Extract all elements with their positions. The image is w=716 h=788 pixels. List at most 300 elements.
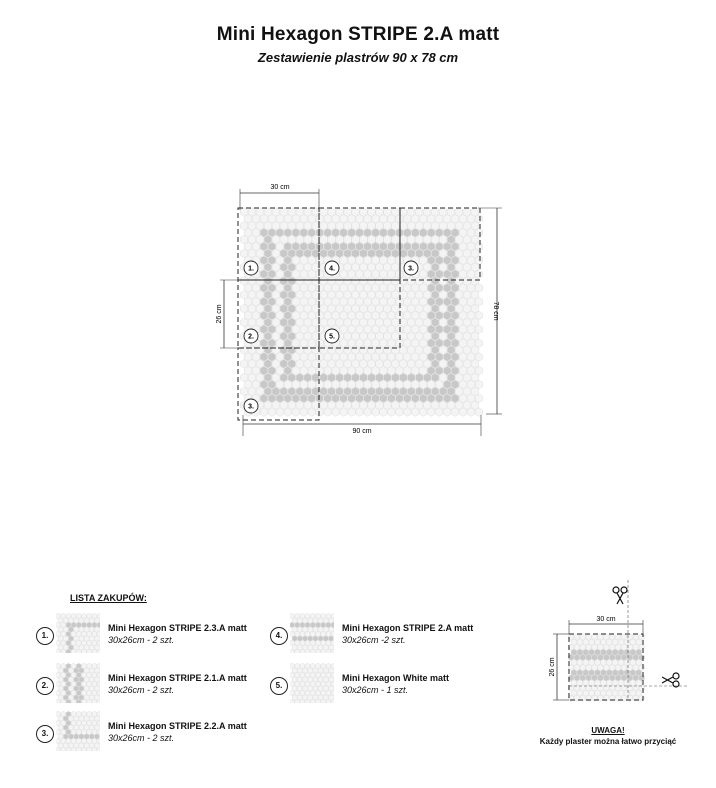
hexagon-tile — [329, 686, 334, 692]
hexagon-tile — [318, 627, 323, 633]
hexagon-tile — [310, 640, 315, 646]
hexagon-tile — [604, 654, 610, 660]
hexagon-tile — [240, 249, 247, 258]
hexagon-tile — [284, 380, 291, 389]
hexagon-tile — [420, 228, 427, 237]
hexagon-tile — [264, 360, 271, 369]
hexagon-tile — [630, 659, 636, 665]
hexagon-tile — [87, 640, 92, 646]
hexagon-tile — [310, 622, 315, 628]
item-size: 30x26cm - 2 szt. — [108, 635, 175, 645]
hexagon-tile — [95, 636, 100, 642]
cut-width-label: 30 cm — [596, 616, 616, 623]
hexagon-tile — [372, 394, 379, 403]
hexagon-tile — [328, 387, 335, 396]
hexagon-tile — [264, 318, 271, 327]
hexagon-tile — [636, 680, 642, 686]
hexagon-tile — [356, 215, 363, 224]
hexagon-tile — [312, 291, 319, 300]
hexagon-tile — [471, 291, 478, 300]
hexagon-tile — [451, 325, 458, 334]
hexagon-tile — [76, 729, 81, 735]
hexagon-tile — [408, 222, 415, 231]
hexagon-tile — [396, 215, 403, 224]
hexagon-tile — [360, 291, 367, 300]
hexagon-tile — [272, 208, 279, 217]
hexagon-tile — [300, 311, 307, 320]
hexagon-tile — [326, 613, 331, 619]
hexagon-tile — [240, 304, 247, 313]
hexagon-tile — [388, 325, 395, 334]
hexagon-tile — [300, 640, 305, 646]
hexagon-tile — [372, 284, 379, 293]
hexagon-tile — [436, 228, 443, 237]
hexagon-tile — [304, 360, 311, 369]
list-item — [36, 663, 266, 703]
hexagon-tile — [312, 263, 319, 272]
hexagon-tile — [248, 222, 255, 231]
hexagon-tile — [280, 249, 287, 258]
hexagon-tile — [305, 622, 310, 628]
hexagon-tile — [400, 360, 408, 369]
hexagon-tile — [372, 297, 379, 306]
hexagon-tile — [310, 681, 315, 687]
hexagon-tile — [577, 690, 583, 696]
hexagon-tile — [79, 618, 84, 624]
item-size: 30x26cm - 2 szt. — [108, 685, 175, 695]
hexagon-tile — [71, 720, 76, 726]
hexagon-tile — [436, 380, 443, 389]
hexagon-tile — [268, 311, 275, 320]
hexagon-tile — [316, 631, 321, 637]
hexagon-tile — [392, 235, 399, 244]
hexagon-tile — [256, 277, 263, 286]
hexagon-tile — [455, 401, 462, 410]
hexagon-tile — [444, 408, 451, 417]
hexagon-tile — [264, 208, 271, 217]
hexagon-tile — [396, 270, 403, 279]
hexagon-tile — [624, 670, 630, 676]
hexagon-tile — [380, 380, 387, 389]
hexagon-tile — [432, 360, 439, 369]
hexagon-tile — [583, 670, 589, 676]
hexagon-tile — [276, 311, 284, 320]
hexagon-tile — [288, 235, 295, 244]
hexagon-tile — [475, 270, 482, 279]
hexagon-tile — [320, 318, 327, 327]
hexagon-tile — [340, 270, 347, 279]
hexagon-tile — [316, 311, 323, 320]
hexagon-tile — [308, 618, 313, 624]
hexagon-tile — [447, 235, 455, 244]
hexagon-tile — [577, 670, 583, 676]
hexagon-tile — [471, 373, 478, 382]
hexagon-tile — [384, 360, 391, 369]
hexagon-tile — [404, 353, 411, 362]
hexagon-tile — [432, 263, 439, 272]
hexagon-tile — [580, 675, 586, 681]
hexagon-tile — [451, 311, 458, 320]
hexagon-tile — [288, 249, 295, 258]
hexagon-tile — [432, 332, 439, 341]
hexagon-tile — [84, 636, 89, 642]
hexagon-tile — [313, 686, 318, 692]
hexagon-tile — [618, 659, 624, 665]
hexagon-tile — [76, 613, 81, 619]
hexagon-tile — [364, 311, 371, 320]
hexagon-tile — [368, 249, 375, 258]
hexagon-tile — [276, 297, 284, 306]
hexagon-tile — [428, 256, 435, 265]
hexagon-tile — [328, 208, 335, 217]
item-number: 3. — [36, 725, 54, 743]
hexagon-tile — [288, 208, 295, 217]
hexagon-tile — [467, 284, 474, 293]
hexagon-tile — [323, 636, 328, 642]
hexagon-tile — [621, 654, 626, 660]
hexagon-tile — [412, 366, 419, 375]
hexagon-tile — [328, 360, 335, 369]
hexagon-tile — [329, 627, 334, 633]
hexagon-tile — [310, 613, 315, 619]
hexagon-tile — [447, 346, 455, 355]
hexagon-tile — [589, 670, 594, 676]
hexagon-tile — [256, 373, 263, 382]
hexagon-tile — [592, 634, 598, 640]
hexagon-tile — [79, 734, 84, 740]
hexagon-tile — [380, 408, 387, 417]
hexagon-tile — [308, 695, 313, 701]
hexagon-tile — [308, 284, 315, 293]
hexagon-tile — [284, 353, 291, 362]
hexagon-tile — [601, 659, 606, 665]
hexagon-tile — [420, 366, 427, 375]
hexagon-tile — [601, 649, 606, 655]
hexagon-tile — [276, 242, 284, 251]
hexagon-tile — [290, 640, 294, 646]
hexagon-tile — [589, 639, 594, 645]
hexagon-tile — [388, 270, 395, 279]
hexagon-tile — [79, 725, 84, 731]
hexagon-tile — [79, 686, 84, 692]
hexagon-tile — [463, 235, 470, 244]
hexagon-tile — [577, 659, 583, 665]
hexagon-tile — [316, 353, 323, 362]
hexagon-tile — [416, 387, 423, 396]
hexagon-tile — [300, 613, 305, 619]
hexagon-tile — [396, 380, 403, 389]
hexagon-tile — [264, 235, 271, 244]
hexagon-tile — [280, 277, 287, 286]
hexagon-tile — [272, 235, 279, 244]
hexagon-tile — [621, 644, 626, 650]
hexagon-tile — [612, 680, 618, 686]
hexagon-tile — [451, 297, 458, 306]
hexagon-tile — [388, 380, 395, 389]
hexagon-tile — [432, 346, 439, 355]
hexagon-tile — [459, 256, 466, 265]
hexagon-tile — [459, 366, 466, 375]
hexagon-tile — [384, 318, 391, 327]
hexagon-tile — [288, 277, 295, 286]
hexagon-tile — [388, 339, 395, 348]
hexagon-tile — [320, 249, 327, 258]
hexagon-tile — [392, 387, 399, 396]
hexagon-tile — [436, 270, 443, 279]
hexagon-tile — [424, 222, 432, 231]
hexagon-tile — [248, 249, 255, 258]
hexagon-tile — [463, 304, 470, 313]
hexagon-tile — [408, 360, 415, 369]
hexagon-tile — [313, 695, 318, 701]
hexagon-tile — [292, 353, 299, 362]
hexagon-tile — [87, 720, 92, 726]
hexagon-tile — [388, 311, 395, 320]
hexagon-tile — [71, 613, 76, 619]
hexagon-tile — [380, 325, 387, 334]
hexagon-tile — [475, 366, 482, 375]
hexagon-tile — [292, 677, 297, 683]
hexagon-tile — [272, 346, 279, 355]
hexagon-tile — [400, 387, 408, 396]
hexagon-tile — [84, 743, 89, 749]
hexagon-tile — [288, 304, 295, 313]
sheet-thumbnail — [56, 613, 100, 653]
hexagon-tile — [467, 408, 474, 417]
hexagon-tile — [364, 242, 371, 251]
hexagon-tile — [240, 208, 247, 217]
hexagon-tile — [63, 636, 68, 642]
hexagon-tile — [604, 675, 610, 681]
hexagon-tile — [240, 373, 247, 382]
hexagon-tile — [87, 672, 92, 678]
hexagon-tile — [74, 668, 79, 674]
hexagon-tile — [76, 663, 81, 669]
hexagon-tile — [471, 249, 478, 258]
hexagon-tile — [416, 304, 423, 313]
hexagon-tile — [92, 681, 97, 687]
hexagon-tile — [356, 339, 363, 348]
hexagon-tile — [348, 297, 355, 306]
hexagon-tile — [92, 711, 97, 717]
hexagon-tile — [607, 680, 613, 686]
hexagon-tile — [336, 387, 343, 396]
hexagon-tile — [463, 360, 470, 369]
hexagon-tile — [284, 325, 291, 334]
hexagon-tile — [447, 401, 455, 410]
hexagon-tile — [356, 284, 363, 293]
hexagon-tile — [89, 686, 94, 692]
hexagon-tile — [356, 408, 363, 417]
hexagon-tile — [61, 720, 66, 726]
hexagon-tile — [300, 681, 305, 687]
hexagon-tile — [69, 618, 74, 624]
hexagon-tile — [63, 725, 68, 731]
hexagon-tile — [571, 680, 577, 686]
hexagon-tile — [252, 297, 260, 306]
hexagon-tile — [583, 690, 589, 696]
hexagon-tile — [76, 681, 81, 687]
hexagon-tile — [308, 627, 313, 633]
hexagon-tile — [272, 401, 279, 410]
hexagon-tile — [463, 222, 470, 231]
hexagon-tile — [348, 256, 355, 265]
hexagon-tile — [618, 670, 624, 676]
hexagon-tile — [444, 380, 451, 389]
hexagon-tile — [89, 636, 94, 642]
hexagon-tile — [595, 649, 600, 655]
hexagon-tile — [451, 215, 458, 224]
hexagon-tile — [400, 235, 408, 244]
hexagon-tile — [321, 690, 326, 696]
hexagon-tile — [592, 654, 598, 660]
hexagon-tile — [416, 222, 423, 231]
hexagon-tile — [329, 668, 334, 674]
hexagon-tile — [467, 297, 474, 306]
hexagon-tile — [420, 297, 427, 306]
hexagon-tile — [621, 664, 626, 670]
hexagon-tile — [79, 645, 84, 651]
hexagon-tile — [475, 339, 482, 348]
hexagon-tile — [87, 681, 92, 687]
hexagon-tile — [428, 366, 435, 375]
hexagon-tile — [244, 311, 251, 320]
hexagon-tile — [276, 228, 284, 237]
hexagon-tile — [360, 249, 367, 258]
hexagon-tile — [610, 664, 616, 670]
hexagon-tile — [471, 208, 478, 217]
hexagon-tile — [400, 277, 408, 286]
hexagon-tile — [292, 668, 297, 674]
hexagon-tile — [447, 318, 455, 327]
hexagon-tile — [467, 380, 474, 389]
hexagon-tile — [595, 659, 600, 665]
hexagon-tile — [290, 672, 294, 678]
hexagon-tile — [240, 277, 247, 286]
hexagon-tile — [388, 366, 395, 375]
hexagon-tile — [601, 680, 606, 686]
hexagon-tile — [344, 373, 351, 382]
hexagon-tile — [56, 738, 60, 744]
sheet-marker-label: 3. — [408, 265, 414, 273]
hexagon-tile — [340, 394, 347, 403]
sheet-marker-label: 5. — [329, 333, 335, 341]
cut-sheet-tiles — [568, 634, 644, 702]
hexagon-tile — [295, 681, 300, 687]
hexagon-tile — [471, 318, 478, 327]
hexagon-tile — [288, 222, 295, 231]
item-number: 5. — [270, 677, 288, 695]
total-width-label: 90 cm — [352, 428, 372, 435]
hexagon-tile — [372, 353, 379, 362]
hexagon-tile — [276, 353, 284, 362]
hexagon-tile — [329, 695, 334, 701]
hexagon-tile — [300, 339, 307, 348]
hexagon-tile — [328, 235, 335, 244]
hexagon-tile — [296, 263, 303, 272]
hexagon-tile — [612, 639, 618, 645]
hexagon-tile — [589, 659, 594, 665]
hexagon-tile — [404, 284, 411, 293]
hexagon-tile — [416, 373, 423, 382]
hexagon-tile — [463, 263, 470, 272]
hexagon-tile — [248, 235, 255, 244]
hexagon-tile — [376, 360, 384, 369]
hexagon-tile — [71, 681, 76, 687]
hexagon-tile — [323, 677, 328, 683]
hexagon-tile — [276, 394, 284, 403]
hexagon-tile — [348, 339, 355, 348]
hexagon-tile — [308, 270, 315, 279]
hexagon-tile — [455, 235, 462, 244]
hexagon-tile — [324, 284, 331, 293]
hexagon-tile — [320, 401, 327, 410]
hexagon-tile — [69, 686, 74, 692]
hexagon-tile — [392, 277, 399, 286]
hexagon-tile — [61, 729, 66, 735]
hexagon-tile — [475, 256, 482, 265]
hexagon-tile — [244, 353, 251, 362]
hexagon-tile — [372, 228, 379, 237]
hexagon-tile — [364, 284, 371, 293]
hexagon-tile — [321, 613, 326, 619]
hexagon-tile — [256, 208, 263, 217]
hexagon-tile — [280, 346, 287, 355]
hexagon-tile — [432, 249, 439, 258]
hexagon-tile — [256, 291, 263, 300]
hexagon-tile — [244, 284, 251, 293]
hexagon-tile — [340, 366, 347, 375]
hexagon-tile — [71, 729, 76, 735]
hexagon-tile — [297, 636, 302, 642]
hexagon-tile — [318, 645, 323, 651]
hexagon-tile — [451, 394, 458, 403]
hexagon-tile — [368, 346, 375, 355]
hexagon-tile — [264, 387, 271, 396]
hexagon-tile — [92, 631, 97, 637]
hexagon-tile — [58, 618, 63, 624]
hexagon-tile — [305, 640, 310, 646]
hexagon-tile — [416, 291, 423, 300]
hexagon-tile — [364, 366, 371, 375]
hexagon-tile — [344, 401, 351, 410]
hexagon-tile — [610, 644, 616, 650]
hexagon-tile — [336, 235, 343, 244]
hexagon-tile — [303, 677, 308, 683]
hexagon-tile — [376, 235, 384, 244]
hexagon-tile — [292, 627, 297, 633]
hexagon-tile — [332, 284, 339, 293]
hexagon-tile — [61, 672, 66, 678]
hexagon-tile — [352, 387, 359, 396]
hexagon-tile — [420, 408, 427, 417]
hexagon-tile — [316, 613, 321, 619]
hexagon-tile — [308, 686, 313, 692]
hexagon-tile — [76, 622, 81, 628]
item-number: 4. — [270, 627, 288, 645]
hexagon-tile — [364, 270, 371, 279]
hexagon-tile — [384, 263, 391, 272]
hexagon-tile — [459, 215, 466, 224]
hexagon-tile — [292, 228, 299, 237]
hexagon-tile — [313, 677, 318, 683]
hexagon-tile — [240, 235, 247, 244]
hexagon-tile — [332, 215, 339, 224]
hexagon-tile — [598, 664, 604, 670]
hexagon-tile — [388, 228, 395, 237]
item-name: Mini Hexagon STRIPE 2.A matt — [342, 623, 474, 633]
hexagon-tile — [615, 634, 621, 640]
